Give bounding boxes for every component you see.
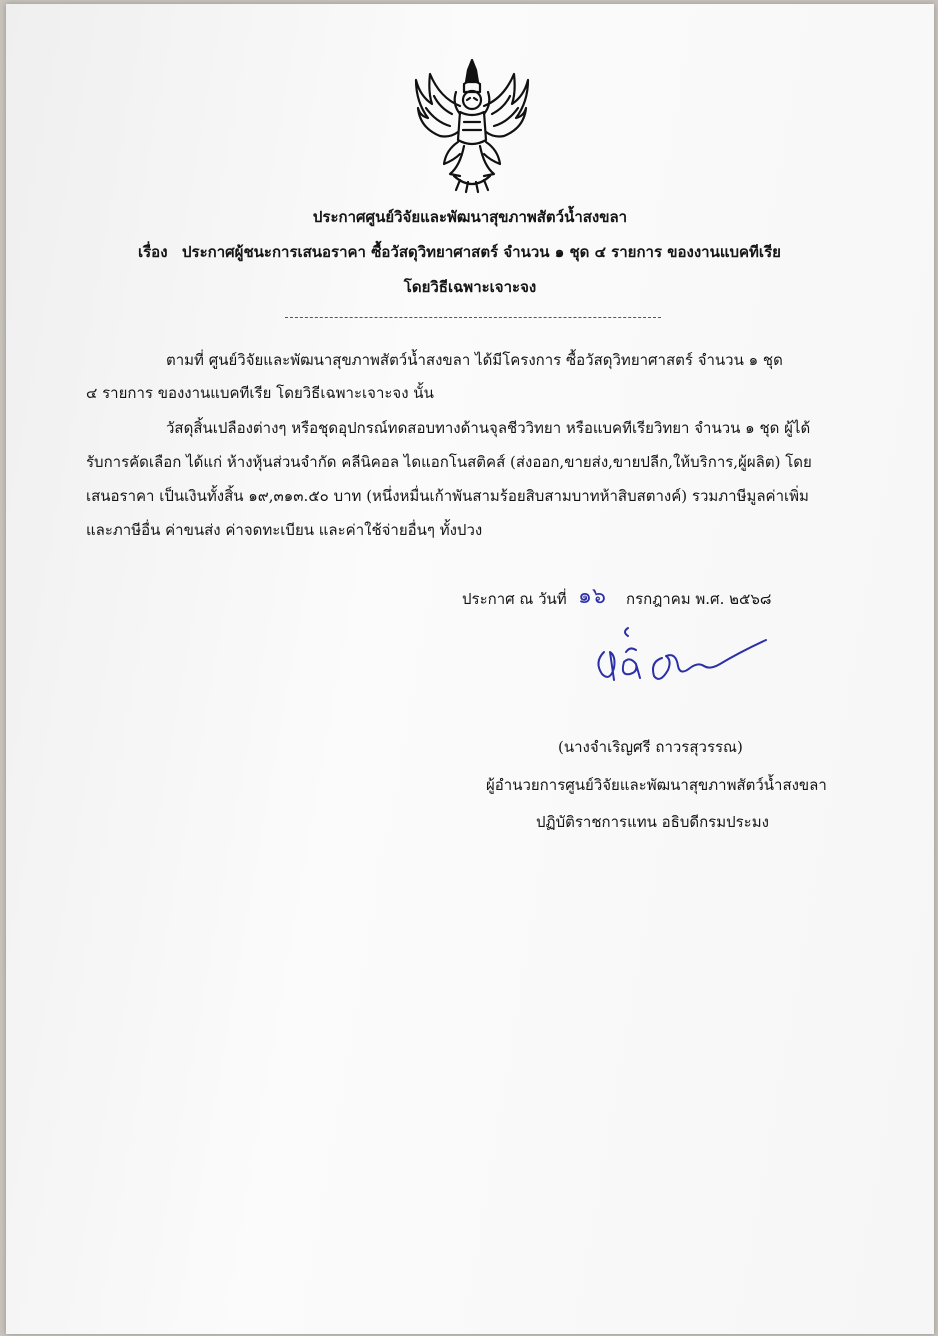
paragraph-2-line-4: และภาษีอื่น ค่าขนส่ง ค่าจดทะเบียน และค่าใช้จ่ายอื่นๆ ทั้งปวง xyxy=(86,521,483,539)
announcement-title: ประกาศศูนย์วิจัยและพัฒนาสุขภาพสัตว์น้ำสงขลา xyxy=(312,208,628,226)
signer-position-line-2: ปฏิบัติราชการแทน อธิบดีกรมประมง xyxy=(536,813,769,831)
handwritten-signature xyxy=(580,622,770,694)
document-page xyxy=(6,4,934,1334)
subject-label: เรื่อง xyxy=(138,243,168,261)
signer-position-line-1: ผู้อำนวยการศูนย์วิจัยและพัฒนาสุขภาพสัตว์น้ำสงขลา xyxy=(486,776,827,794)
date-month-year: กรกฎาคม พ.ศ. ๒๕๖๘ xyxy=(626,590,772,608)
header-divider xyxy=(285,317,661,318)
handwritten-day: ๑๖ xyxy=(578,584,606,609)
paragraph-2-line-2: รับการคัดเลือก ได้แก่ ห้างหุ้นส่วนจำกัด คลีนิคอล ไดแอกโนสติคส์ (ส่งออก,ขายส่ง,ขายปลีก,ให้บริการ,ผู้ผลิต) โดย xyxy=(86,453,812,471)
signer-name: (นางจำเริญศรี ถาวรสุวรรณ) xyxy=(558,738,743,756)
date-prefix: ประกาศ ณ วันที่ xyxy=(462,590,567,608)
subject-line-1: ประกาศผู้ชนะการเสนอราคา ซื้อวัสดุวิทยาศาสตร์ จำนวน ๑ ชุด ๔ รายการ ของงานแบคทีเรีย xyxy=(182,243,781,261)
paragraph-2-line-3: เสนอราคา เป็นเงินทั้งสิ้น ๑๙,๓๑๓.๕๐ บาท (หนึ่งหมื่นเก้าพันสามร้อยสิบสามบาทห้าสิบสตางค์) รวมภาษีมูลค่าเพิ่ม xyxy=(86,487,809,505)
garuda-emblem-icon xyxy=(410,56,534,196)
paragraph-1-line-1: ตามที่ ศูนย์วิจัยและพัฒนาสุขภาพสัตว์น้ำสงขลา ได้มีโครงการ ซื้อวัสดุวิทยาศาสตร์ จำนวน ๑ ชุด xyxy=(166,351,783,369)
paragraph-2-line-1: วัสดุสิ้นเปลืองต่างๆ หรือชุดอุปกรณ์ทดสอบทางด้านจุลชีววิทยา หรือแบคทีเรียวิทยา จำนวน ๑ ชุด ผู้ได้ xyxy=(166,419,811,437)
subject-line-2: โดยวิธีเฉพาะเจาะจง xyxy=(403,278,537,296)
paragraph-1-line-2: ๔ รายการ ของงานแบคทีเรีย โดยวิธีเฉพาะเจาะจง นั้น xyxy=(86,384,434,402)
